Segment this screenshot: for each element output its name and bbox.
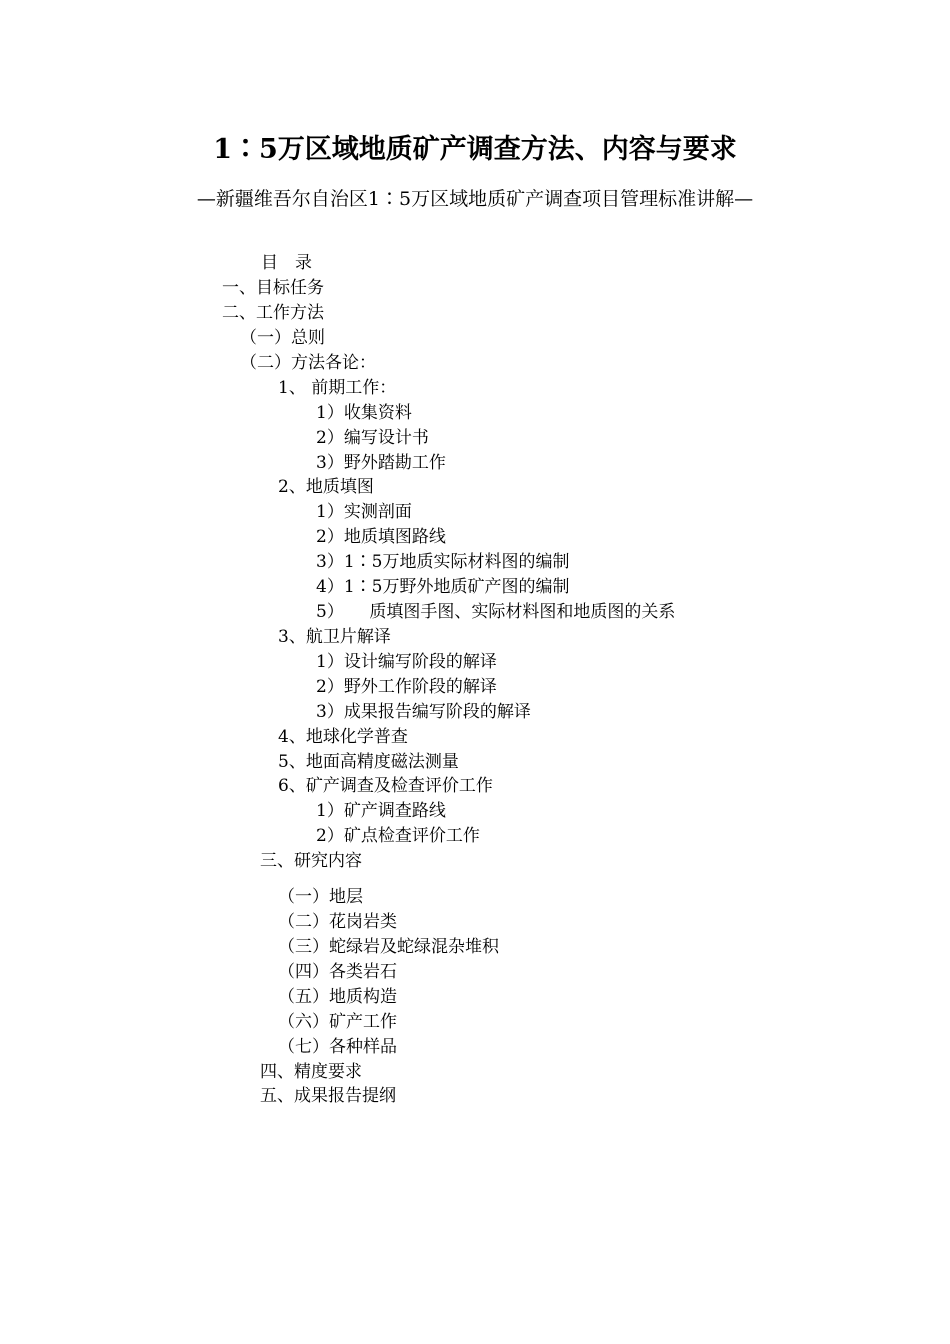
toc-item: 2、地质填图 [278,477,374,497]
toc-item: 2）野外工作阶段的解译 [316,677,497,697]
toc-item: （四）各类岩石 [278,962,397,982]
toc-item: 5、地面高精度磁法测量 [278,752,459,772]
document-subtitle: —新疆维吾尔自治区1∶5万区域地质矿产调查项目管理标准讲解— [196,188,754,210]
toc-item: 1）收集资料 [316,403,412,423]
toc-item: 1、 前期工作： [278,378,397,398]
toc-item: 4）1∶5万野外地质矿产图的编制 [316,577,570,597]
toc-item: 5） 质填图手图、实际材料图和地质图的关系 [316,602,676,622]
toc-item: 3）成果报告编写阶段的解译 [316,702,531,722]
toc-item: （六）矿产工作 [278,1012,397,1032]
toc-item: 1）矿产调查路线 [316,801,446,821]
toc-heading: 目 录 [261,253,312,273]
toc-item: （五）地质构造 [278,987,397,1007]
toc-item: 3）1∶5万地质实际材料图的编制 [316,552,570,572]
toc-item: 五、成果报告提纲 [260,1086,396,1106]
toc-item: 2）编写设计书 [316,428,429,448]
toc-item: 1）设计编写阶段的解译 [316,652,497,672]
toc-item: 6、矿产调查及检查评价工作 [278,776,493,796]
document-title: 1∶5万区域地质矿产调查方法、内容与要求 [213,134,737,165]
toc-item: 1）实测剖面 [316,502,412,522]
toc-item: 四、精度要求 [260,1062,362,1082]
toc-item: （七）各种样品 [278,1037,397,1057]
toc-item: 4、地球化学普查 [278,727,408,747]
toc-item: （一）地层 [278,887,363,907]
toc-item: （二）方法各论： [240,353,376,373]
toc-item: （三）蛇绿岩及蛇绿混杂堆积 [278,937,499,957]
toc-item: 三、研究内容 [260,851,362,871]
toc-item: 2）矿点检查评价工作 [316,826,480,846]
toc-item: 2）地质填图路线 [316,527,446,547]
toc-item: （一）总则 [240,328,325,348]
toc-item: 3、航卫片解译 [278,627,391,647]
toc-item: 3）野外踏勘工作 [316,453,446,473]
toc-item: 二、工作方法 [222,303,324,323]
toc-item: （二）花岗岩类 [278,912,397,932]
toc-item: 一、目标任务 [222,278,324,298]
